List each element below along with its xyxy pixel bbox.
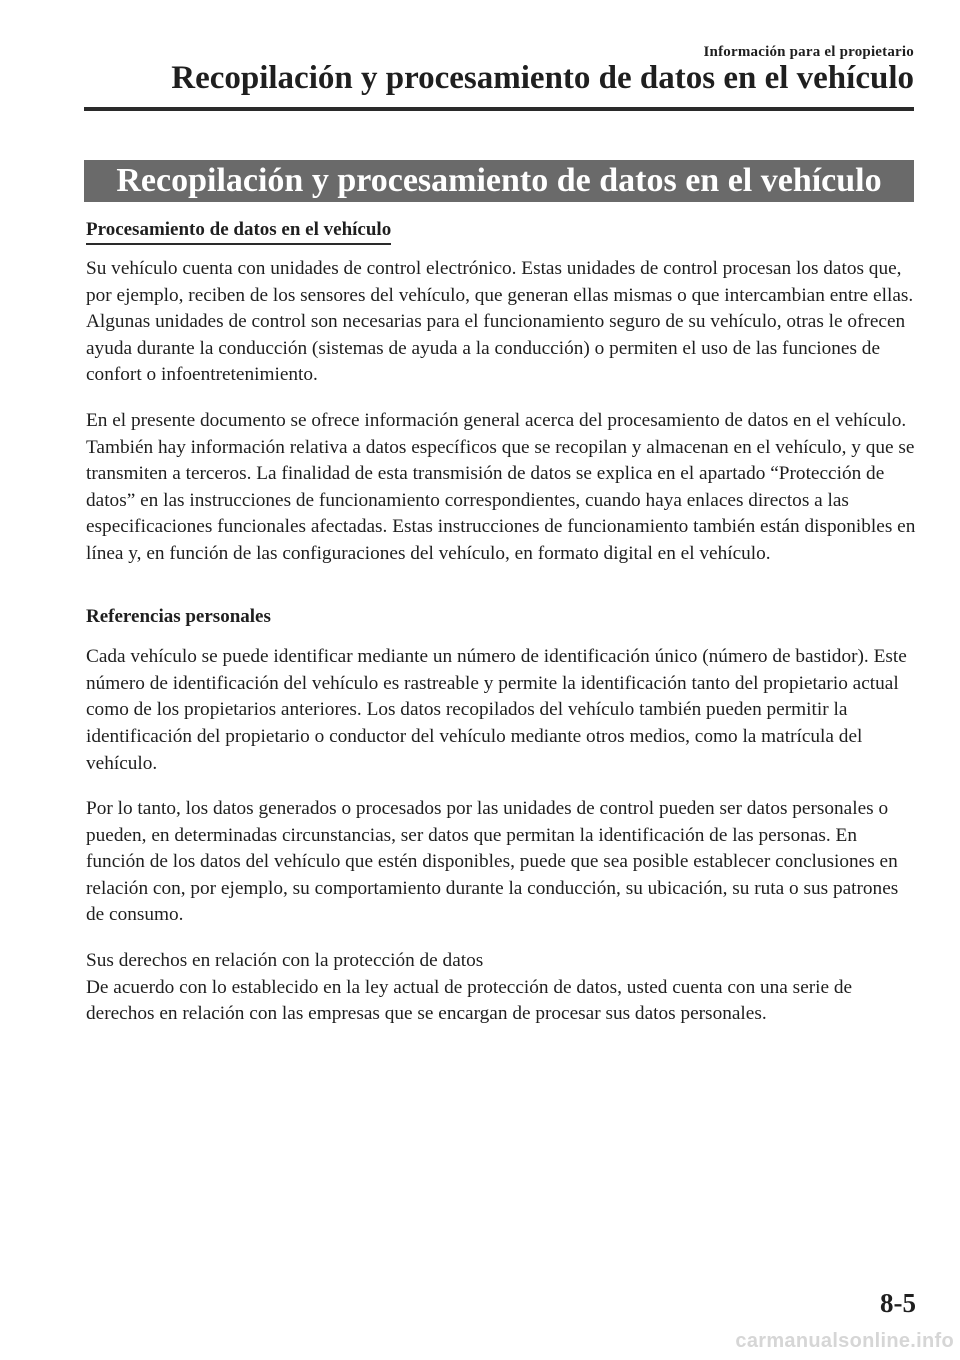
references-paragraph-2: Por lo tanto, los datos generados o procesados por las unidades de control pueden ser datos personales o pueden, en determinadas circunstancias, ser datos que permitan la identificación de las personas. En función de los datos del vehículo que estén disponibles, puede que sea posible establecer conclusiones en relación con, por ejemplo, su comportamiento durante la conducción, su ubicación, su ruta o sus patrones de consumo. xyxy=(86,798,899,926)
paragraph-2: En el presente documento se ofrece información general acerca del procesamiento de datos en el vehículo. También hay información relativa a datos específicos que se recopilan y almacenan en el vehículo, y que se transmiten a terceros. La finalidad de esta transmisión de datos se explica en el apartado “Protección de datos” en las instrucciones de funcionamiento correspondientes, cuando haya enlaces directos a las especificaciones funcionales afectadas. Estas instrucciones de funcionamiento también están disponibles en línea y, en función de las configuraciones del vehículo, en formato digital en el vehículo. xyxy=(86,409,916,564)
references-paragraph-1: Cada vehículo se puede identificar mediante un número de identificación único (número de bastidor). Este número de identificación del vehículo es rastreable y permite la identificación tanto del propietario actual como de los propietarios anteriores. Los datos recopilados del vehículo también pueden permitir la identificación del propietario o conductor del vehículo mediante otros medios, como la matrícula del vehículo. xyxy=(86,646,907,774)
references-heading: Referencias personales xyxy=(86,605,271,627)
section-banner: Recopilación y procesamiento de datos en el vehículo xyxy=(84,160,914,202)
running-header-section: Información para el propietario xyxy=(703,44,914,60)
running-header-title: Recopilación y procesamiento de datos en el vehículo xyxy=(171,60,914,96)
watermark: carmanualsonline.info xyxy=(735,1330,954,1352)
body-content xyxy=(86,256,918,1028)
rights-paragraph: De acuerdo con lo establecido en la ley actual de protección de datos, usted cuenta con una serie de derechos en relación con las empresas que se encargan de procesar sus datos personales. xyxy=(86,976,853,1025)
header-rule xyxy=(84,107,914,111)
page-number: 8-5 xyxy=(880,1288,916,1318)
rights-heading: Sus derechos en relación con la protección de datos xyxy=(86,950,484,972)
subheading: Procesamiento de datos en el vehículo xyxy=(86,219,391,245)
paragraph-1: Su vehículo cuenta con unidades de control electrónico. Estas unidades de control procesan los datos que, por ejemplo, reciben de los sensores del vehículo, que generan ellas mismas o que intercambian entre ellas. Algunas unidades de control son necesarias para el funcionamiento seguro de su vehículo, otras le ofrecen ayuda durante la conducción (sistemas de ayuda a la conducción) o permiten el uso de las funciones de confort o infoentretenimiento. xyxy=(86,258,914,386)
